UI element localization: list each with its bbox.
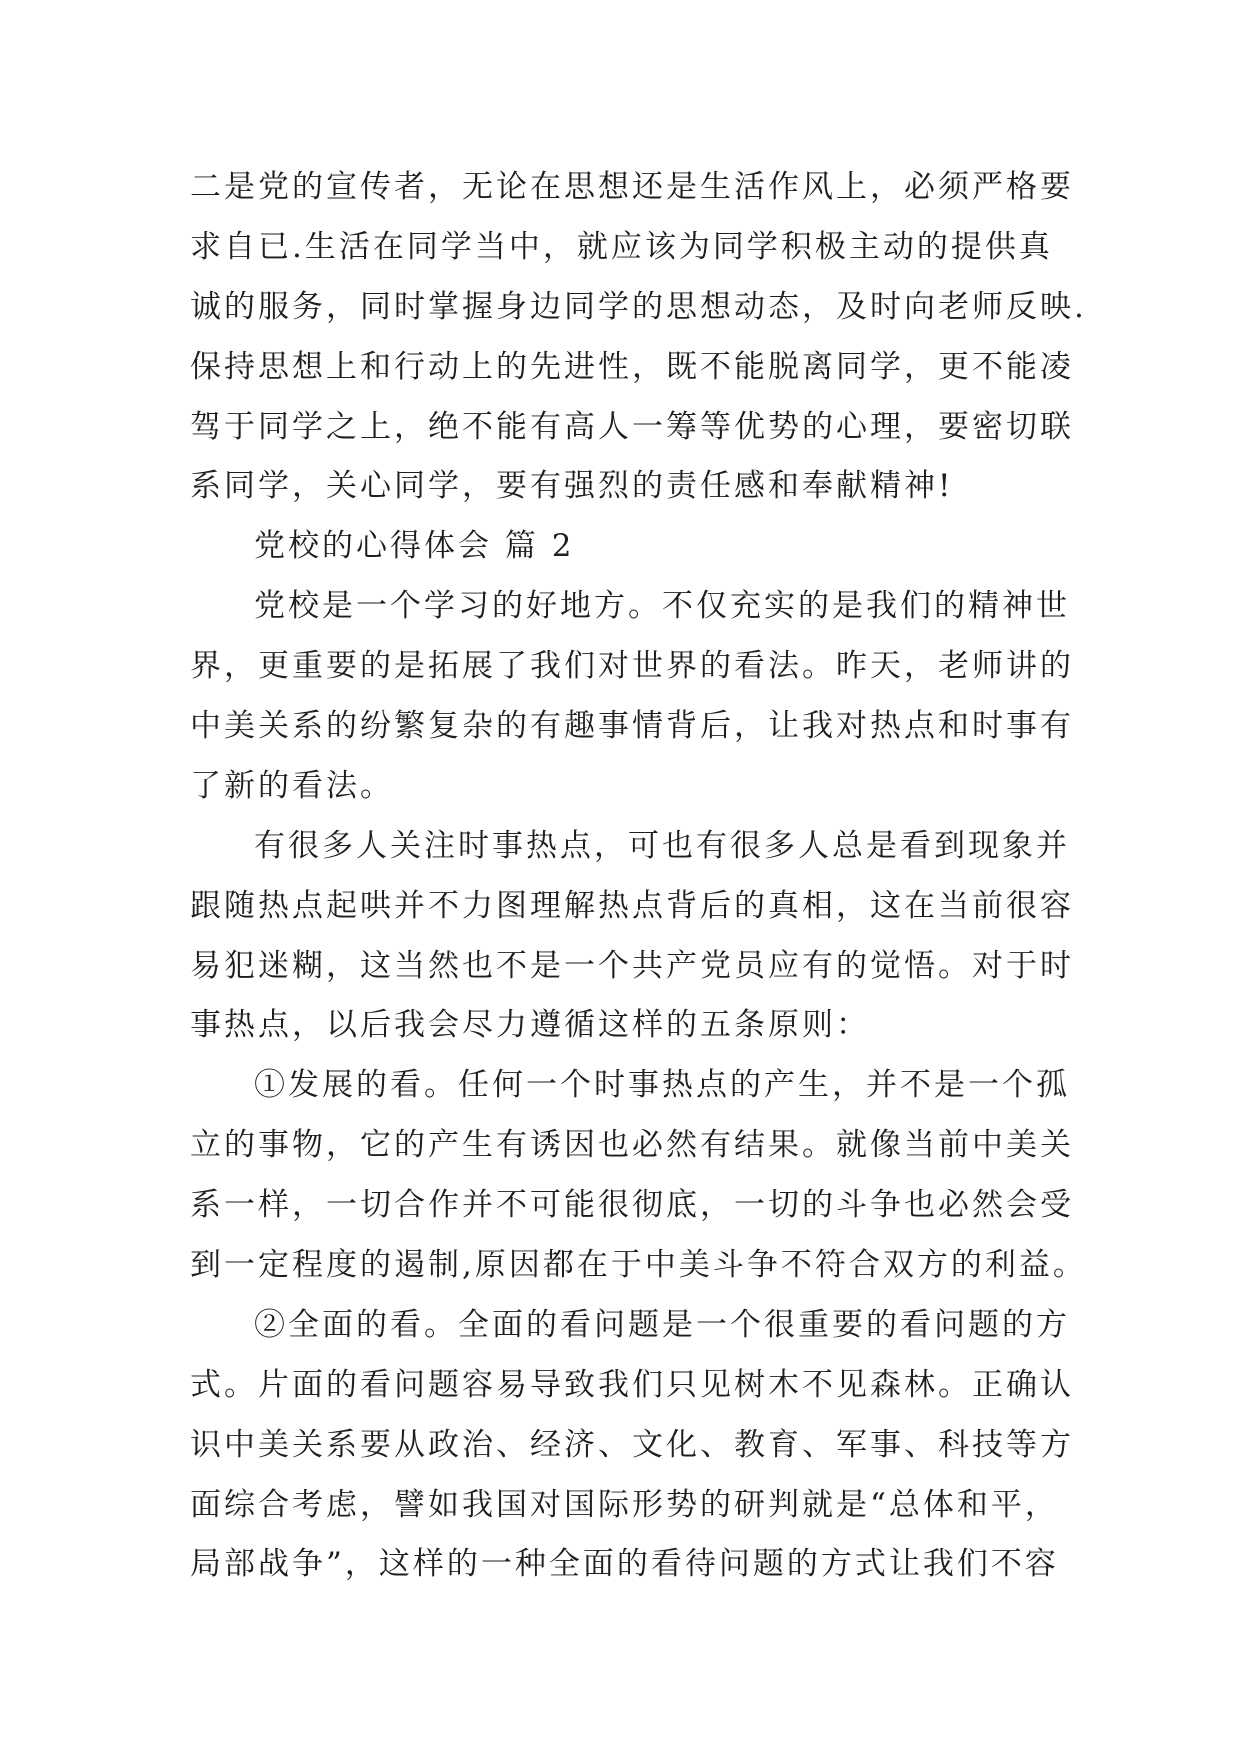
text-line: 求自已.生活在同学当中，就应该为同学积极主动的提供真: [190, 228, 1053, 265]
text-line: 局部战争”，这样的一种全面的看待问题的方式让我们不容: [190, 1546, 1059, 1583]
text-line: 保持思想上和行动上的先进性，既不能脱离同学，更不能凌: [190, 348, 1074, 385]
body-text: [190, 158, 1087, 1595]
text-line: 诚的服务，同时掌握身边同学的思想动态，及时向老师反映.: [190, 288, 1087, 325]
text-line: 了新的看法。: [190, 767, 394, 804]
text-line: 党校是一个学习的好地方。不仅充实的是我们的精神世: [254, 588, 1070, 625]
text-line: 式。片面的看问题容易导致我们只见树木不见森林。正确认: [190, 1366, 1074, 1403]
text-line: ②全面的看。全面的看问题是一个很重要的看问题的方: [254, 1306, 1070, 1343]
text-line: 中美关系的纷繁复杂的有趣事情背后，让我对热点和时事有: [190, 708, 1074, 745]
text-line: ①发展的看。任何一个时事热点的产生，并不是一个孤: [254, 1067, 1070, 1104]
text-line: 驾于同学之上，绝不能有高人一筹等优势的心理，要密切联: [190, 408, 1074, 445]
text-line: 系一样，一切合作并不可能很彻底，一切的斗争也必然会受: [190, 1187, 1074, 1224]
section-heading: 党校的心得体会 篇 2: [254, 528, 575, 565]
text-line: 易犯迷糊，这当然也不是一个共产党员应有的觉悟。对于时: [190, 947, 1074, 984]
text-line: 面综合考虑，譬如我国对国际形势的研判就是“总体和平，: [190, 1486, 1059, 1523]
text-line: 跟随热点起哄并不力图理解热点背后的真相，这在当前很容: [190, 887, 1074, 924]
text-line: 事热点，以后我会尽力遵循这样的五条原则：: [190, 1007, 870, 1044]
text-line: 系同学，关心同学，要有强烈的责任感和奉献精神!: [190, 468, 954, 505]
text-line: 界，更重要的是拓展了我们对世界的看法。昨天，老师讲的: [190, 648, 1074, 685]
text-line: 有很多人关注时事热点，可也有很多人总是看到现象并: [254, 827, 1070, 864]
text-line: 立的事物，它的产生有诱因也必然有结果。就像当前中美关: [190, 1127, 1074, 1164]
text-line: 二是党的宣传者，无论在思想还是生活作风上，必须严格要: [190, 169, 1074, 205]
text-line: 识中美关系要从政治、经济、文化、教育、军事、科技等方: [190, 1426, 1074, 1463]
text-line: 到一定程度的遏制,原因都在于中美斗争不符合双方的利益。: [190, 1247, 1087, 1284]
